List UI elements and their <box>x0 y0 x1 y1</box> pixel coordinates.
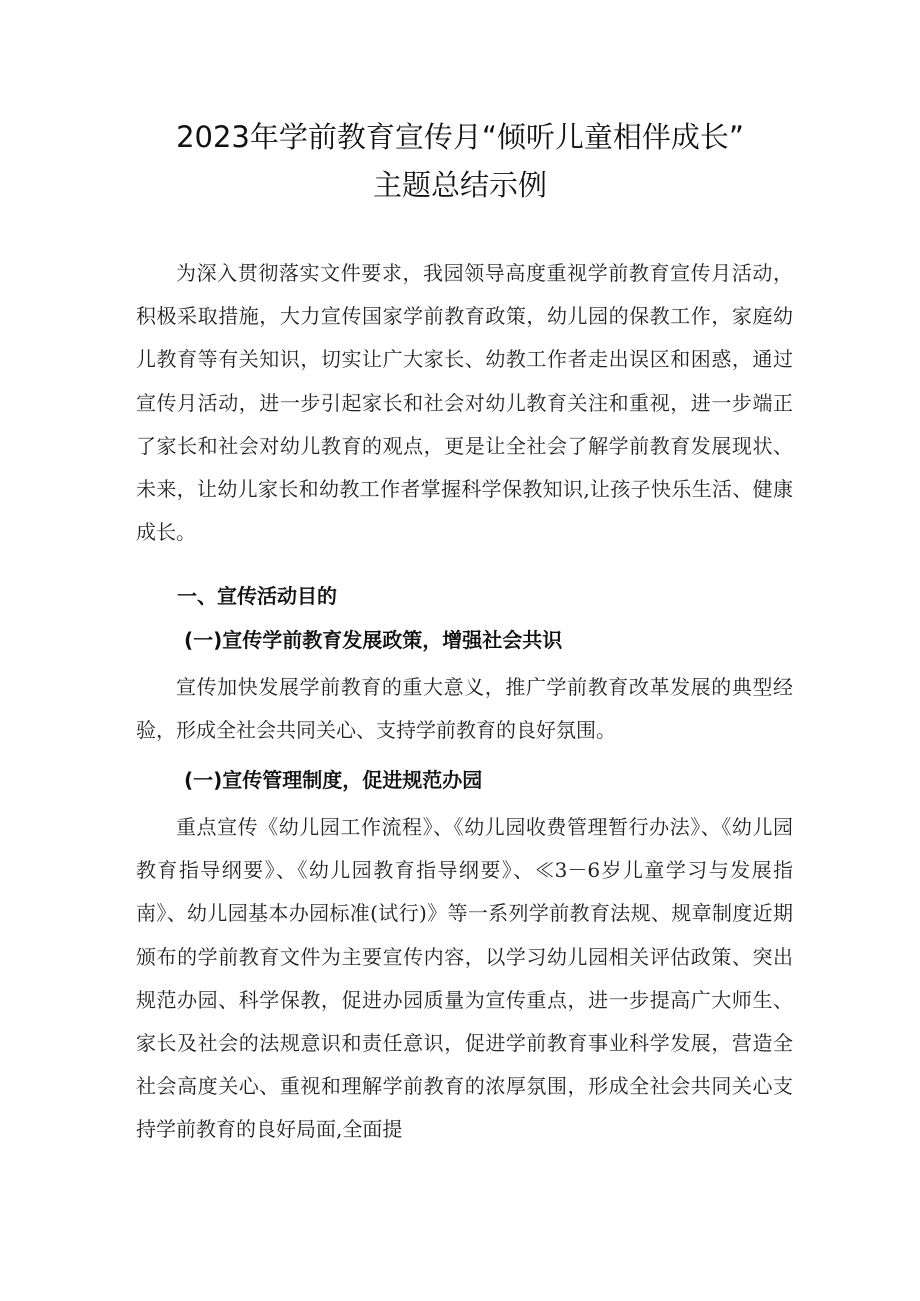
management-paragraph: 重点宣传《幼儿园工作流程》、《幼儿园收费管理暂行办法》、《幼儿园教育指导纲要》、《幼儿园教育指导纲要》、≪3－6岁儿童学习与发展指南》、幼儿园基本办园标准(试行)》等一系列学前教育法规、规章制度近期颁布的学前教育文件为主要宣传内容，以学习幼儿园相关评估政策、突出规范办园、科学保教，促进办园质量为宣传重点，进一步提高广大师生、家长及社会的法规意识和责任意识，促进学前教育事业科学发展，营造全社会高度关心、重视和理解学前教育的浓厚氛围，形成全社会共同关心支持学前教育的良好局面,全面提 <box>136 815 793 1142</box>
subsection-heading-management: (一)宣传管理制度，促进规范办园 <box>184 768 483 792</box>
policy-paragraph: 宣传加快发展学前教育的重大意义，推广学前教育改革发展的典型经验，形成全社会共同关心、支持学前教育的良好氛围。 <box>136 675 793 743</box>
section-heading-purpose: 一、宣传活动目的 <box>177 584 337 608</box>
document-title-line-2: 主题总结示例 <box>372 168 547 202</box>
subsection-heading-policy: (一)宣传学前教育发展政策，增强社会共识 <box>184 628 563 652</box>
intro-paragraph: 为深入贯彻落实文件要求，我园领导高度重视学前教育宣传月活动，积极采取措施，大力宣传国家学前教育政策，幼儿园的保教工作，家庭幼儿教育等有关知识，切实让广大家长、幼教工作者走出误区和困惑，通过宣传月活动，进一步引起家长和社会对幼儿教育关注和重视，进一步端正了家长和社会对幼儿教育的观点，更是让全社会了解学前教育发展现状、未来，让幼儿家长和幼教工作者掌握科学保教知识,让孩子快乐生活、健康成长。 <box>136 261 793 545</box>
document-title-line-1: 2023年学前教育宣传月“倾听儿童相伴成长” <box>176 120 744 154</box>
